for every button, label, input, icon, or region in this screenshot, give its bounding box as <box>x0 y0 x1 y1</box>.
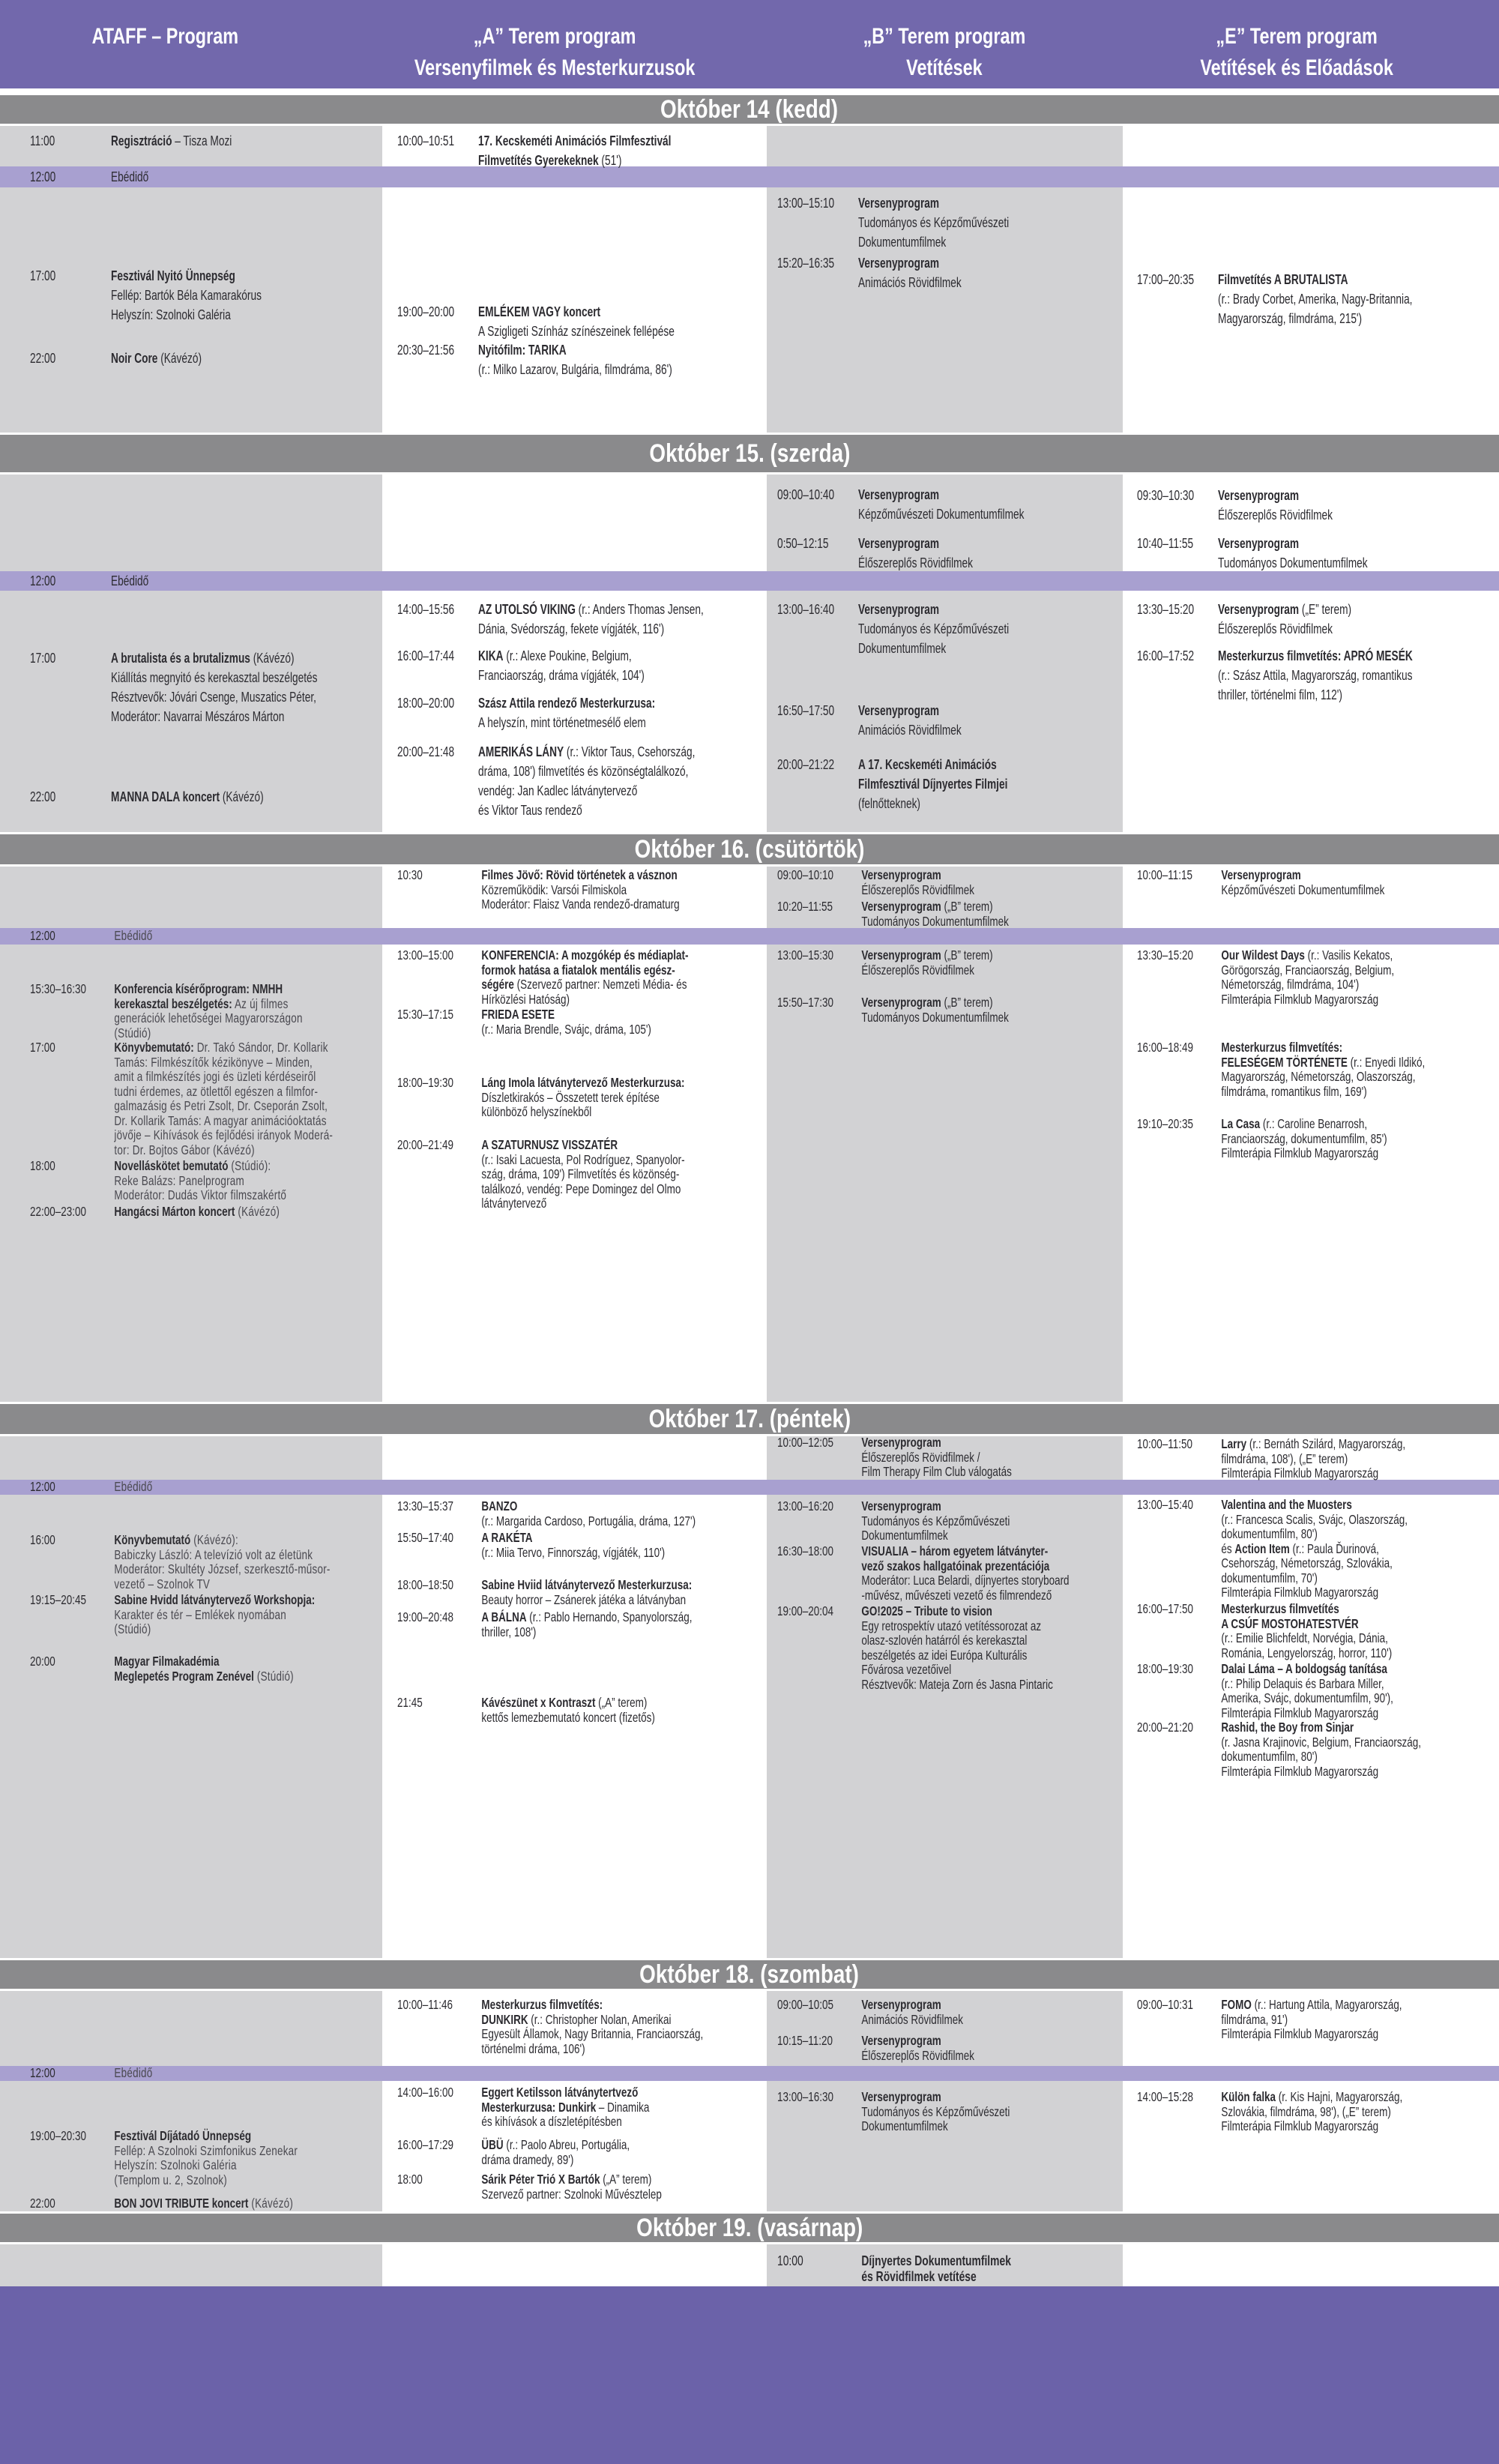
entry-text: AZ UTOLSÓ VIKING (r.: Anders Thomas Jensen, Dánia, Svédország, fekete vígjáték, 116') <box>478 601 704 636</box>
entry-text: Nyitófilm: TARIKA (r.: Milko Lazarov, Bulgária, filmdráma, 86') <box>478 342 672 377</box>
entry-text: Versenyprogram Tudományos és Képzőművészeti Dokumentumfilmek <box>861 1498 1010 1543</box>
header-room-b <box>764 0 1124 88</box>
schedule-entry <box>1137 1437 1493 1481</box>
schedule-entry <box>777 1544 1118 1603</box>
entry-time: 19:00–20:04 <box>777 1603 833 1618</box>
entry-time: 10:00–12:05 <box>777 1435 833 1450</box>
entry-time: 18:00–20:00 <box>397 695 455 711</box>
entry-text: Külön falka (r. Kis Hajni, Magyarország, Szlovákia, filmdráma, 98'), („E” terem) Filmterápia Filmklub Magyarország <box>1221 2089 1403 2133</box>
header-subtitle: Vetítések és Előadások <box>1200 55 1393 80</box>
schedule-entry <box>30 1040 378 1157</box>
entry-text: Sabine Hviid látványtervező Mesterkurzusa: Beauty horror – Zsánerek játéka a látványban <box>481 1577 693 1607</box>
entry-time: 18:00–19:30 <box>397 1075 453 1090</box>
day-header-label: Október 18. (szombat) <box>639 1960 860 1989</box>
header-subtitle: Versenyfilmek és Mesterkurzusok <box>414 55 696 80</box>
entry-text: Versenyprogram Képzőművészeti Dokumentumfilmek <box>1221 867 1385 897</box>
entry-time: 17:00 <box>30 650 56 666</box>
entry-time: 22:00 <box>30 789 56 804</box>
schedule-entry <box>30 787 378 807</box>
entry-text: Larry (r.: Bernáth Szilárd, Magyarország, filmdráma, 108'), („E” terem) Filmterápia Filmklub Magyarország <box>1221 1436 1406 1480</box>
schedule-entry <box>777 193 1118 252</box>
entry-time: 16:00–17:29 <box>397 2137 453 2152</box>
entry-text: Versenyprogram Animációs Rövidfilmek <box>858 255 962 290</box>
entry-text: Filmvetítés A BRUTALISTA (r.: Brady Corbet, Amerika, Nagy-Britannia, Magyarország, filmdráma, 215') <box>1218 271 1413 326</box>
entry-text: Ebédidő <box>114 2065 153 2081</box>
schedule-entry <box>30 2129 378 2187</box>
entry-time: 15:50–17:40 <box>397 1530 453 1545</box>
entry-time: 13:00–15:40 <box>1137 1497 1193 1512</box>
schedule-entry <box>777 2090 1118 2134</box>
entry-time: 15:30–17:15 <box>397 1007 453 1022</box>
entry-time: 09:00–10:40 <box>777 487 835 502</box>
entry-text: GO!2025 – Tribute to vision Egy retrospektív utazó vetítéssorozat az olasz-szlovén határról és kerekasztal beszélgetés az idei Európa Kulturális Fővárosa vezetőivel Résztvevők: Mateja Zorn és Jasna Pintaric <box>861 1603 1053 1692</box>
entry-time: 12:00 <box>30 928 55 944</box>
schedule-entry <box>777 2253 1118 2285</box>
entry-text: Fesztivál Díjátadó Ünnepség Fellép: A Szolnoki Szimfonikus Zenekar Helyszín: Szolnoki Galéria (Templom u. 2, Szolnok) <box>114 2128 298 2187</box>
entry-time: 12:00 <box>30 2065 55 2081</box>
schedule-entry <box>777 1604 1118 1692</box>
entry-text: A brutalista és a brutalizmus (Kávézó) Kiállítás megnyitó és kerekasztal beszélgetés Résztvevők: Jóvári Csenge, Muszatics Péter, Moderátor: Navarrai Mészáros Márton <box>111 650 318 724</box>
entry-time: 20:00–21:22 <box>777 756 835 772</box>
header-title: ATAFF – Program <box>91 24 238 49</box>
schedule-entry <box>1137 534 1493 573</box>
entry-time: 21:45 <box>397 1695 423 1710</box>
schedule-entry <box>30 2196 378 2211</box>
day-header <box>0 1958 1499 1991</box>
schedule-entry <box>397 742 716 820</box>
schedule-entry <box>777 485 1118 524</box>
entry-text: FRIEDA ESETE (r.: Maria Brendle, Svájc, dráma, 105') <box>481 1007 651 1037</box>
entry-text: Versenyprogram Élőszereplős Rövidfilmek <box>1218 487 1333 522</box>
entry-time: 10:40–11:55 <box>1137 535 1194 551</box>
schedule-entry <box>1137 1662 1493 1720</box>
entry-text: FOMO (r.: Hartung Attila, Magyarország, filmdráma, 91') Filmterápia Filmklub Magyarország <box>1221 1997 1402 2041</box>
schedule-entry <box>1137 1602 1493 1660</box>
entry-time: 22:00 <box>30 350 56 366</box>
schedule-entry <box>397 2172 716 2202</box>
lunch-row <box>30 2066 378 2081</box>
entry-text: Our Wildest Days (r.: Vasilis Kekatos, Görögország, Franciaország, Belgium, Németország, filmdráma, 104') Filmterápia Filmklub Magyarország <box>1221 948 1395 1007</box>
day-header <box>0 93 1499 126</box>
entry-text: Láng Imola látványtervező Mesterkurzusa: Díszletkirakós – Összetett terek építése különböző helyszínekből <box>481 1075 685 1119</box>
entry-time: 18:00–19:30 <box>1137 1661 1193 1676</box>
entry-text: Versenyprogram Tudományos és Képzőművészeti Dokumentumfilmek <box>858 601 1010 656</box>
schedule-entry <box>1137 1998 1493 2042</box>
entry-time: 16:50–17:50 <box>777 702 835 718</box>
schedule-entry <box>777 1998 1118 2027</box>
entry-text: Regisztráció – Tisza Mozi <box>111 133 232 148</box>
entry-time: 17:00 <box>30 268 56 283</box>
entry-text: Versenyprogram („B” terem) Tudományos Dokumentumfilmek <box>861 995 1009 1025</box>
entry-time: 16:00–18:49 <box>1137 1040 1193 1055</box>
entry-text: Eggert Ketilsson látványtertvező Mesterkurzusa: Dunkirk – Dinamika és kihívások a díszletépítésben <box>481 2085 650 2129</box>
schedule-entry <box>777 755 1118 813</box>
schedule-entry <box>777 868 1118 897</box>
entry-text: BANZO (r.: Margarida Cardoso, Portugália, dráma, 127') <box>481 1498 696 1528</box>
header-room-e <box>1094 0 1499 88</box>
entry-time: 09:00–10:31 <box>1137 1997 1193 2012</box>
header-title: „A” Terem program <box>473 24 636 49</box>
schedule-entry <box>397 1531 716 1560</box>
entry-time: 18:00–18:50 <box>397 1577 453 1592</box>
entry-text: Mesterkurzus filmvetítés A CSÚF MOSTOHATESTVÉR (r.: Emilie Blichfeldt, Norvégia, Dánia, Románia, Lengyelország, horror, 110') <box>1221 1601 1393 1660</box>
lunch-row <box>30 167 378 187</box>
entry-text: Kávészünet x Kontraszt („A” terem) kettős lemezbemutató koncert (fizetős) <box>481 1695 655 1725</box>
schedule-entry <box>397 693 716 732</box>
entry-time: 10:00–11:15 <box>1137 867 1192 882</box>
entry-time: 18:00 <box>397 2172 423 2187</box>
entry-time: 13:00–16:30 <box>777 2089 833 2104</box>
entry-time: 16:00–17:50 <box>1137 1601 1193 1616</box>
entry-time: 15:30–16:30 <box>30 981 86 996</box>
entry-text: Szász Attila rendező Mesterkurzusa: A helyszín, mint történetmesélő elem <box>478 695 656 730</box>
schedule-entry <box>777 253 1118 292</box>
entry-time: 19:00–20:48 <box>397 1609 453 1624</box>
entry-text: Versenyprogram („B” terem) Tudományos Dokumentumfilmek <box>861 899 1009 929</box>
entry-time: 10:00–10:51 <box>397 133 455 148</box>
entry-time: 16:30–18:00 <box>777 1543 833 1558</box>
entry-time: 10:20–11:55 <box>777 899 833 914</box>
schedule-entry <box>30 1533 378 1591</box>
entry-text: Versenyprogram Animációs Rövidfilmek <box>861 1997 963 2027</box>
day-header <box>0 2211 1499 2244</box>
entry-text: Díjnyertes Dokumentumfilmek és Rövidfilmek vetítése <box>861 2253 1011 2284</box>
schedule-entry <box>397 646 716 685</box>
entry-text: Novelláskötet bemutató (Stúdió): Reke Balázs: Panelprogram Moderátor: Dudás Viktor filmszakértő <box>114 1158 287 1202</box>
entry-time: 09:00–10:05 <box>777 1997 833 2012</box>
schedule-entry <box>1137 1040 1493 1099</box>
schedule-entry <box>777 1436 1118 1480</box>
entry-text: A SZATURNUSZ VISSZATÉR (r.: Isaki Lacuesta, Pol Rodríguez, Spanyolor- szág, dráma, 109') Filmvetítés és közönség- találkozó, vendég: Pepe Domingez del Olmo látványtervező <box>481 1137 685 1211</box>
entry-time: 15:20–16:35 <box>777 255 835 271</box>
schedule-entry <box>1137 2090 1493 2134</box>
entry-time: 12:00 <box>30 169 56 184</box>
entry-text: Noir Core (Kávézó) <box>111 350 202 366</box>
entry-time: 09:00–10:10 <box>777 867 833 882</box>
schedule-entry <box>30 982 378 1040</box>
entry-text: Konferencia kísérőprogram: NMHH kerekasztal beszélgetés: Az új filmes generációk lehetőségei Magyarországon (Stúdió) <box>114 981 303 1040</box>
entry-text: La Casa (r.: Caroline Benarrosh, Franciaország, dokumentumfilm, 85') Filmterápia Filmklub Magyarország <box>1221 1116 1387 1160</box>
entry-time: 14:00–15:28 <box>1137 2089 1193 2104</box>
entry-text: Versenyprogram Animációs Rövidfilmek <box>858 702 962 738</box>
entry-text: Mesterkurzus filmvetítés: DUNKIRK (r.: Christopher Nolan, Amerikai Egyesült Államok, Nagy Britannia, Franciaország, történelmi dráma, 106') <box>481 1997 704 2056</box>
entry-text: BON JOVI TRIBUTE koncert (Kávézó) <box>114 2196 294 2211</box>
entry-text: Versenyprogram Élőszereplős Rövidfilmek / Film Therapy Film Club válogatás <box>861 1435 1012 1479</box>
entry-time: 16:00–17:44 <box>397 648 455 663</box>
schedule-entry <box>777 2034 1118 2063</box>
entry-text: Versenyprogram Tudományos Dokumentumfilmek <box>1218 535 1368 570</box>
entry-text: A 17. Kecskeméti Animációs Filmfesztivál Díjnyertes Filmjei (felnőtteknek) <box>858 756 1008 811</box>
entry-text: Fesztivál Nyitó Ünnepség Fellép: Bartók Béla Kamarakórus Helyszín: Szolnoki Galéria <box>111 268 262 322</box>
entry-text: Versenyprogram Tudományos és Képzőművészeti Dokumentumfilmek <box>861 2089 1010 2133</box>
schedule-entry <box>1137 1498 1493 1600</box>
entry-text: ÜBÜ (r.: Paolo Abreu, Portugália, dráma dramedy, 89') <box>481 2137 630 2167</box>
schedule-entry <box>777 948 1118 978</box>
schedule-entry <box>397 131 716 170</box>
schedule-entry <box>397 1578 716 1607</box>
entry-time: 10:00 <box>777 2253 803 2268</box>
schedule-entry <box>397 868 716 912</box>
schedule-entry <box>397 1696 716 1725</box>
schedule-entry <box>397 2085 716 2130</box>
entry-time: 16:00–17:52 <box>1137 648 1195 663</box>
schedule-entry <box>397 2138 716 2167</box>
entry-text: Ebédidő <box>114 928 153 944</box>
entry-time: 10:30 <box>397 867 423 882</box>
footer-band <box>0 2286 1499 2464</box>
schedule-entry <box>1137 1720 1493 1779</box>
schedule-entry <box>397 340 716 379</box>
entry-time: 20:30–21:56 <box>397 342 455 358</box>
header-title: „B” Terem program <box>863 24 1026 49</box>
entry-text: A RAKÉTA (r.: Miia Tervo, Finnország, vígjáték, 110') <box>481 1530 666 1560</box>
schedule-entry <box>777 1499 1118 1543</box>
schedule-entry <box>397 1138 716 1211</box>
entry-text: Magyar Filmakadémia Meglepetés Program Zenével (Stúdió) <box>114 1654 294 1684</box>
entry-time: 17:00–20:35 <box>1137 271 1195 287</box>
entry-text: 17. Kecskeméti Animációs Filmfesztivál Filmvetítés Gyerekeknek (51') <box>478 133 672 168</box>
header-room-a <box>345 0 764 88</box>
entry-text: Könyvbemutató (Kávézó): Babiczky László: A televízió volt az életünk Moderátor: Skultéty József, szerkesztő-műsor- vezető – Szolnok TV <box>114 1532 331 1591</box>
entry-time: 19:00–20:30 <box>30 2128 86 2143</box>
schedule-entry <box>777 900 1118 929</box>
schedule-entry <box>30 266 378 325</box>
entry-time: 10:15–11:20 <box>777 2033 833 2048</box>
lunch-row <box>30 929 378 944</box>
schedule-entry <box>397 1007 716 1037</box>
schedule-entry <box>1137 646 1493 705</box>
entry-text: KONFERENCIA: A mozgókép és médiaplat- formok hatása a fiatalok mentális egész- ségére (Szervező partner: Nemzeti Média- és Hírközlési Hatóság) <box>481 948 689 1007</box>
day-header <box>0 832 1499 867</box>
schedule-entry <box>397 1499 716 1528</box>
schedule-entry <box>777 600 1118 658</box>
schedule-entry <box>1137 868 1493 897</box>
entry-time: 13:00–16:20 <box>777 1498 833 1513</box>
entry-text: Versenyprogram Élőszereplős Rövidfilmek <box>858 535 973 570</box>
schedule-entry <box>1137 270 1493 328</box>
entry-time: 22:00 <box>30 2196 55 2211</box>
entry-time: 15:50–17:30 <box>777 995 833 1010</box>
entry-time: 09:30–10:30 <box>1137 487 1195 503</box>
entry-text: Versenyprogram Képzőművészeti Dokumentumfilmek <box>858 487 1025 522</box>
entry-text: Ebédidő <box>111 573 149 588</box>
header-subtitle: Vetítések <box>906 55 983 80</box>
entry-time: 14:00–15:56 <box>397 601 455 617</box>
entry-time: 19:15–20:45 <box>30 1592 86 1607</box>
day-header-label: Október 17. (péntek) <box>648 1405 851 1433</box>
header-band <box>0 0 1499 88</box>
schedule-entry <box>777 995 1118 1025</box>
entry-time: 13:00–15:30 <box>777 948 833 963</box>
entry-time: 11:00 <box>30 133 55 148</box>
schedule-entry <box>1137 948 1493 1007</box>
schedule-entry <box>777 701 1118 740</box>
entry-time: 13:00–15:10 <box>777 195 835 211</box>
entry-time: 19:00–20:00 <box>397 304 455 319</box>
entry-text: AMERIKÁS LÁNY (r.: Viktor Taus, Csehország, dráma, 108') filmvetítés és közönségtalálkozó, vendég: Jan Kadlec látványtervező és Viktor Taus rendező <box>478 744 696 818</box>
entry-time: 12:00 <box>30 573 56 588</box>
day-header-label: Október 19. (vasárnap) <box>636 2214 863 2242</box>
day-header-label: Október 15. (szerda) <box>648 439 851 468</box>
entry-text: Mesterkurzus filmvetítés: APRÓ MESÉK (r.: Szász Attila, Magyarország, romantikus thriller, történelmi film, 112') <box>1218 648 1413 702</box>
entry-text: VISUALIA – három egyetem látványter- vező szakos hallgatóinak prezentációja Moderátor: Luca Belardi, díjnyertes storyboard -művész, művészeti vezető és filmrendező <box>861 1543 1070 1603</box>
entry-time: 17:00 <box>30 1040 55 1055</box>
entry-time: 20:00–21:49 <box>397 1137 453 1152</box>
entry-text: Hangácsi Márton koncert (Kávézó) <box>114 1204 280 1219</box>
entry-time: 10:00–11:50 <box>1137 1436 1192 1451</box>
lunch-row <box>30 571 378 591</box>
schedule-entry <box>30 648 378 726</box>
entry-time: 16:00 <box>30 1532 55 1547</box>
entry-text: A BÁLNA (r.: Pablo Hernando, Spanyolország, thriller, 108') <box>481 1609 693 1639</box>
entry-time: 19:10–20:35 <box>1137 1116 1193 1131</box>
entry-time: 20:00–21:20 <box>1137 1720 1193 1735</box>
schedule-entry <box>397 1610 716 1639</box>
schedule-entry <box>30 1205 378 1220</box>
header-title: „E” Terem program <box>1216 24 1378 49</box>
entry-text: KIKA (r.: Alexe Poukine, Belgium, Franciaország, dráma vígjáték, 104') <box>478 648 645 683</box>
schedule-entry <box>397 600 716 639</box>
schedule-entry <box>30 1593 378 1637</box>
schedule-entry <box>397 948 716 1007</box>
entry-time: 22:00–23:00 <box>30 1204 86 1219</box>
day-header-label: Október 16. (csütörtök) <box>634 835 865 864</box>
schedule-entry <box>30 1159 378 1203</box>
entry-time: 13:30–15:20 <box>1137 948 1193 963</box>
entry-text: Versenyprogram Élőszereplős Rövidfilmek <box>861 867 974 897</box>
entry-text: Rashid, the Boy from Sinjar (r. Jasna Krajinovic, Belgium, Franciaország, dokumentumfilm, 80') Filmterápia Filmklub Magyarország <box>1221 1720 1422 1779</box>
entry-text: EMLÉKEM VAGY koncert A Szigligeti Színház színészeinek fellépése <box>478 304 675 339</box>
schedule-entry <box>397 1076 716 1120</box>
entry-text: Dalai Láma – A boldogság tanítása (r.: Philip Delaquis és Barbara Miller, Amerika, Svájc, dokumentumfilm, 90'), Filmterápia Filmklub Magyarország <box>1221 1661 1393 1720</box>
entry-time: 18:00 <box>30 1158 55 1173</box>
entry-time: 13:00–16:40 <box>777 601 835 617</box>
entry-time: 13:30–15:37 <box>397 1498 453 1513</box>
entry-time: 20:00 <box>30 1654 55 1669</box>
entry-time: 13:30–15:20 <box>1137 601 1195 617</box>
entry-time: 20:00–21:48 <box>397 744 455 759</box>
entry-time: 0:50–12:15 <box>777 535 829 551</box>
header-ataff-program <box>0 0 330 88</box>
entry-time: 12:00 <box>30 1479 55 1495</box>
entry-text: Filmes Jövő: Rövid történetek a vásznon Közreműködik: Varsói Filmiskola Moderátor: Flaisz Vanda rendező-dramaturg <box>481 867 680 912</box>
day-header-label: Október 14 (kedd) <box>660 95 839 124</box>
entry-text: Versenyprogram („E” terem) Élőszereplős Rövidfilmek <box>1218 601 1352 636</box>
schedule-entry <box>397 302 716 341</box>
entry-text: Ebédidő <box>114 1479 153 1495</box>
schedule-entry <box>777 534 1118 573</box>
schedule-entry <box>1137 1117 1493 1161</box>
schedule-entry <box>30 1654 378 1684</box>
entry-text: Valentina and the Muosters (r.: Francesca Scalis, Svájc, Olaszország, dokumentumfilm, 80') és Action Item (r.: Paula Ďurinová, Csehország, Németország, Szlovákia, dokumentumfilm, 70') Filmterápia Filmklub Magyarország <box>1221 1497 1408 1600</box>
schedule-entry <box>30 349 378 368</box>
entry-text: Versenyprogram Élőszereplős Rövidfilmek <box>861 2033 974 2063</box>
schedule-entry <box>1137 486 1493 525</box>
entry-text: MANNA DALA koncert (Kávézó) <box>111 789 264 804</box>
lunch-row <box>30 1480 378 1495</box>
schedule-entry <box>397 1998 716 2056</box>
entry-text: Ebédidő <box>111 169 149 184</box>
entry-text: Versenyprogram Tudományos és Képzőművészeti Dokumentumfilmek <box>858 195 1010 250</box>
entry-time: 14:00–16:00 <box>397 2085 453 2100</box>
entry-text: Sabine Hvidd látványtervező Workshopja: Karakter és tér – Emlékek nyomában (Stúdió) <box>114 1592 316 1636</box>
entry-text: Versenyprogram („B” terem) Élőszereplős Rövidfilmek <box>861 948 993 978</box>
entry-text: Mesterkurzus filmvetítés: FELESÉGEM TÖRTÉNETE (r.: Enyedi Ildikó, Magyarország, Németország, Olaszország, filmdráma, romantikus film, 169') <box>1221 1040 1426 1099</box>
entry-text: Sárik Péter Trió X Bartók („A” terem) Szervező partner: Szolnoki Művésztelep <box>481 2172 662 2202</box>
day-header <box>0 1402 1499 1436</box>
schedule-entry <box>30 131 378 151</box>
day-header <box>0 433 1499 475</box>
schedule-entry <box>1137 600 1493 639</box>
entry-text: Könyvbemutató: Dr. Takó Sándor, Dr. Kollarik Tamás: Filmkészítők kézikönyve – Minden, amit a filmkészítés jogi és üzleti kérdéseiről tudni érdemes, az ötlettől egészen a filmfor- galmazásig és Petri Zsolt, Dr. Cseporán Zsolt, Dr. Kollarik Tamás: A magyar animációoktatás jövője – Kihívások és fejlődési irányok Moderá- tor: Dr. Bojtos Gábor (Kávézó) <box>114 1040 334 1157</box>
entry-time: 10:00–11:46 <box>397 1997 453 2012</box>
entry-time: 13:00–15:00 <box>397 948 453 963</box>
